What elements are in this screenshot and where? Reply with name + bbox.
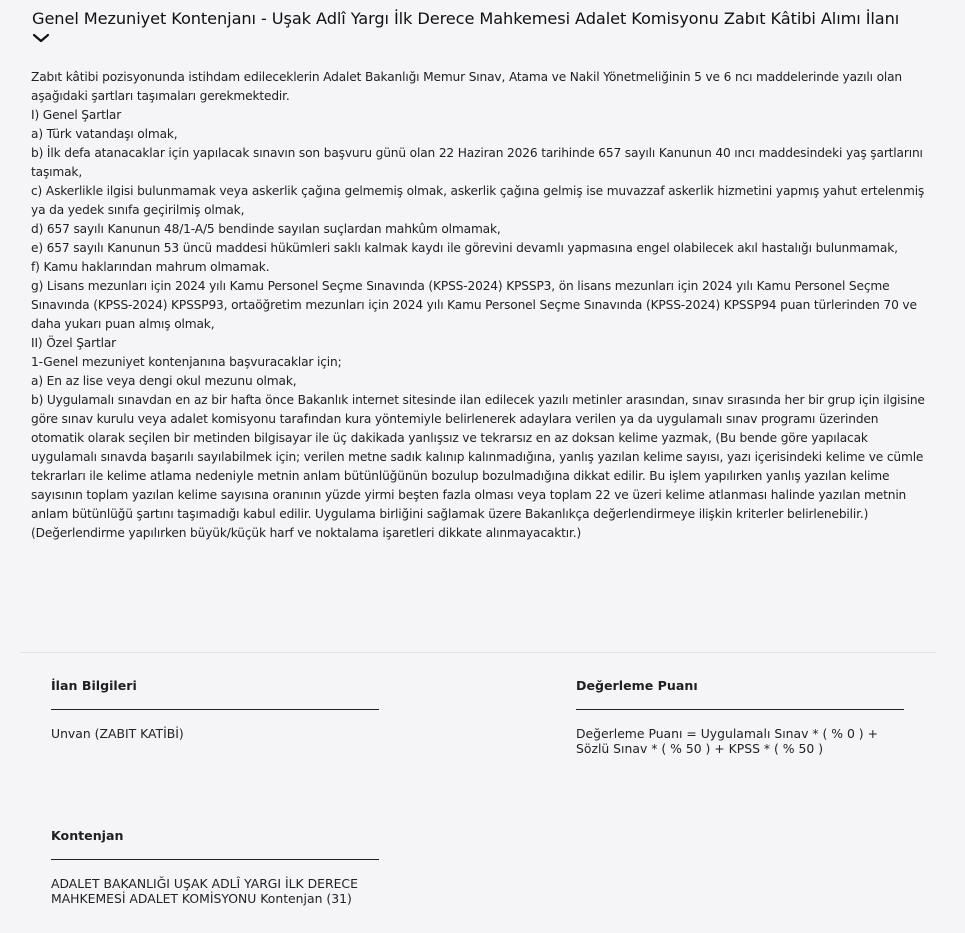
degerleme-formula: Değerleme Puanı = Uygulamalı Sınav * ( % 0 ) + Sözlü Sınav * ( % 50 ) + KPSS * ( % 50 ) [576,726,878,756]
kontenjan-value: ADALET BAKANLIĞI UŞAK ADLÎ YARGI İLK DERECE MAHKEMESİ ADALET KOMİSYONU Kontenjan (31) [51,876,358,906]
ilan-bilgileri-block [51,678,379,741]
announcement-body [31,68,931,543]
condition-item: f) Kamu haklarından mahrum olmamak. [31,260,270,274]
heading-rule [51,709,379,710]
announcement-header [32,8,945,44]
ilan-bilgileri-heading: İlan Bilgileri [51,678,137,693]
body-paragraph: Zabıt kâtibi pozisyonunda istihdam edileceklerin Adalet Bakanlığı Memur Sınav, Atama ve Nakil Yönetmeliğinin 5 ve 6 ncı maddelerinde yazılı olan aşağıdaki şartları taşımaları gerekmektedir. [31,70,906,103]
condition-item: c) Askerlikle ilgisi bulunmamak veya askerlik çağına gelmemiş olmak, askerlik çağına gelmiş ise muvazzaf askerlik hizmetini yapmış yahut ertelenmiş ya da yedek sınıfa geçirilmiş olmak, [31,184,928,217]
unvan-value: Unvan (ZABIT KATİBİ) [51,726,184,741]
condition-item: b) Uygulamalı sınavdan en az bir hafta önce Bakanlık internet sitesinde ilan edilecek yazılı metinler arasından, sınav sırasında her bir grup için ilgisine göre sınav kurulu veya adalet komisyonu tarafından kura yöntemiyle belirlenerek adaylara verilen ya da uygulamalı sınav programı üzerinden otomatik olarak seçilen bir metinden bilgisayar ile üç dakikada yanlışsız ve tekrarsız en az doksan kelime yazmak, (Bu bende göre yapılacak uygulamalı sınavda başarılı sayılabilmek için; verilen metne sadık kalınıp kalınmadığına, yanlış yazılan kelime sayısı, yazı içerisindeki kelime ve cümle tekrarları ile kelime atlama nedeniyle metnin anlam bütünlüğünün bozulup bozulmadığına dikkat edilir. Bu işlem yapılırken yanlış yazılan kelime sayısının toplam yazılan kelime sayısına oranının yüzde yirmi beşten fazla olması veya toplam 22 ve üzeri kelime atlanması halinde yazılan metnin anlam bütünlüğü şartını taşımadığı kabul edilir. Uygulama birliğini sağlamak üzere Bakanlıkça değerlendirmeye ilişkin kriterler belirlenebilir.) (Değerlendirme yapılırken büyük/küçük harf ve noktalama işaretleri dikkate alınmayacaktır.) [31,393,929,540]
kontenjan-heading: Kontenjan [51,828,124,843]
condition-item: e) 657 sayılı Kanunun 53 üncü maddesi hükümleri saklı kalmak kaydı ile görevini devamlı yapmasına engel olabilecek akıl hastalığı bulunmamak, [31,241,898,255]
section-heading: I) Genel Şartlar [31,108,122,122]
condition-item: d) 657 sayılı Kanunun 48/1-A/5 bendinde sayılan suçlardan mahkûm olmamak, [31,222,501,236]
heading-rule [576,709,904,710]
subsection-heading: 1-Genel mezuniyet kontenjanına başvuracaklar için; [31,355,342,369]
degerleme-puani-block [576,678,904,756]
condition-item: a) En az lise veya dengi okul mezunu olmak, [31,374,297,388]
condition-item: b) İlk defa atanacaklar için yapılacak sınavın son başvuru günü olan 22 Haziran 2026 tarihinde 657 sayılı Kanunun 40 ıncı maddesindeki yaş şartlarını taşımak, [31,146,927,179]
section-divider [20,652,936,653]
section-heading: II) Özel Şartlar [31,336,117,350]
page-title: Genel Mezuniyet Kontenjanı - Uşak Adlî Yargı İlk Derece Mahkemesi Adalet Komisyonu Zabıt Kâtibi Alımı İlanı [32,9,900,28]
heading-rule [51,859,379,860]
condition-item: g) Lisans mezunları için 2024 yılı Kamu Personel Seçme Sınavında (KPSS-2024) KPSSP3, ön lisans mezunları için 2024 yılı Kamu Personel Seçme Sınavında (KPSS-2024) KPSSP93, ortaöğretim mezunları için 2024 yılı Kamu Personel Seçme Sınavında (KPSS-2024) KPSSP94 puan türlerinden 70 ve daha yukarı puan almış olmak, [31,279,921,331]
kontenjan-block [51,828,379,906]
condition-item: a) Türk vatandaşı olmak, [31,127,178,141]
chevron-down-icon[interactable] [32,32,50,44]
degerleme-puani-heading: Değerleme Puanı [576,678,698,693]
